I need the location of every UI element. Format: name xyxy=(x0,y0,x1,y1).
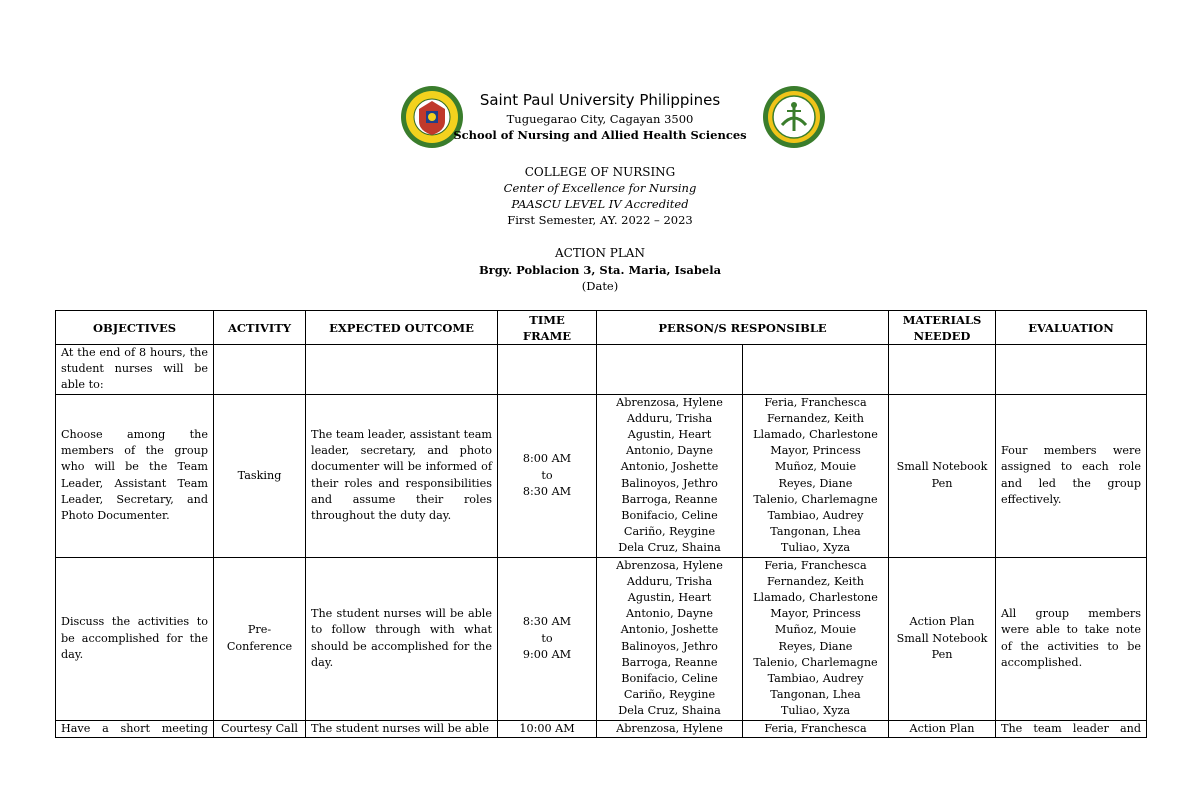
person-name: Reyes, Diane xyxy=(778,476,853,490)
header-expected-outcome: EXPECTED OUTCOME xyxy=(306,311,498,345)
person-name: Tangonan, Lhea xyxy=(770,525,861,539)
activity-line: Pre- xyxy=(247,623,272,637)
outcome-cell: The student nurses will be able to follow through with what should be accomplished for the day. xyxy=(306,557,498,720)
intro-cell: At the end of 8 hours, the student nurses will be able to: xyxy=(56,345,214,395)
empty-cell xyxy=(597,345,743,395)
person-name: Tuliao, Xyza xyxy=(780,704,851,718)
header-evaluation: EVALUATION xyxy=(996,311,1147,345)
person-name: Fernandez, Keith xyxy=(767,574,864,588)
person-name: Adduru, Trisha xyxy=(626,574,713,588)
person-name: Tangonan, Lhea xyxy=(770,688,861,702)
activity-cell xyxy=(214,557,306,720)
table-row xyxy=(56,345,1147,395)
person-name: Cariño, Reygine xyxy=(623,525,716,539)
person-name: Abrenzosa, Hylene xyxy=(616,558,723,572)
time-to: to xyxy=(541,631,553,645)
material-item: Pen xyxy=(931,476,953,490)
person-name: Dela Cruz, Shaina xyxy=(618,704,721,718)
outcome-cell: The team leader, assistant team leader, secretary, and photo documenter will be informed of their roles and responsibilities and assume their roles throughout the duty day. xyxy=(306,394,498,557)
person-name: Antonio, Joshette xyxy=(620,460,719,474)
document-title: ACTION PLAN xyxy=(555,246,645,260)
header-persons-responsible: PERSON/S RESPONSIBLE xyxy=(597,311,889,345)
accreditation-line: PAASCU LEVEL IV Accredited xyxy=(511,197,689,211)
time-end: 8:30 AM xyxy=(522,484,572,498)
time-end: 9:00 AM xyxy=(522,647,572,661)
person-name: Feria, Franchesca xyxy=(764,395,867,409)
university-address: Tuguegarao City, Cagayan 3500 xyxy=(506,112,694,126)
location-line: Brgy. Poblacion 3, Sta. Maria, Isabela xyxy=(478,263,722,277)
person-name: Reyes, Diane xyxy=(778,639,853,653)
empty-cell xyxy=(743,345,889,395)
person-name: Llamado, Charlestone xyxy=(753,591,878,605)
header-materials-needed xyxy=(889,311,996,345)
nursing-seal-icon xyxy=(762,85,826,149)
university-name: Saint Paul University Philippines xyxy=(479,91,721,109)
persons-cell-b: Feria, Franchesca xyxy=(743,720,889,737)
person-name: Tambiao, Audrey xyxy=(767,672,864,686)
person-name: Agustin, Heart xyxy=(627,591,712,605)
persons-cell-a xyxy=(597,394,743,557)
objective-cell: Choose among the members of the group who will be the Team Leader, Assistant Team Leader, Secretary, and Photo Documenter. xyxy=(56,394,214,557)
persons-cell-a xyxy=(597,557,743,720)
semester-line: First Semester, AY. 2022 – 2023 xyxy=(507,213,693,227)
person-name: Mayor, Princess xyxy=(770,444,861,458)
person-name: Balinoyos, Jethro xyxy=(621,476,718,490)
objective-cell: Discuss the activities to be accomplished for the day. xyxy=(56,557,214,720)
header-time-frame xyxy=(498,311,597,345)
header-time-line1: TIME xyxy=(529,312,565,327)
person-name: Antonio, Dayne xyxy=(626,444,713,458)
date-line: (Date) xyxy=(581,279,619,293)
person-name: Barroga, Reanne xyxy=(621,492,718,506)
time-frame-cell xyxy=(498,557,597,720)
header-objectives: OBJECTIVES xyxy=(56,311,214,345)
materials-cell xyxy=(889,557,996,720)
empty-cell xyxy=(498,345,597,395)
time-start: 8:30 AM xyxy=(522,615,572,629)
table-row xyxy=(56,720,1147,737)
outcome-cell: The student nurses will be able xyxy=(306,720,498,737)
empty-cell xyxy=(214,345,306,395)
objective-cell: Have a short meeting xyxy=(56,720,214,737)
time-frame-cell: 10:00 AM xyxy=(498,720,597,737)
person-name: Muñoz, Mouie xyxy=(774,460,857,474)
table-header-row xyxy=(56,311,1147,345)
time-to: to xyxy=(541,468,553,482)
person-name: Dela Cruz, Shaina xyxy=(618,541,721,555)
header-materials-line2: NEEDED xyxy=(913,328,971,343)
material-item: Action Plan xyxy=(909,615,975,629)
person-name: Cariño, Reygine xyxy=(623,688,716,702)
person-name: Adduru, Trisha xyxy=(626,411,713,425)
evaluation-cell: All group members were able to take note of the activities to be accomplished. xyxy=(996,557,1147,720)
evaluation-cell: Four members were assigned to each role and led the group effectively. xyxy=(996,394,1147,557)
empty-cell xyxy=(996,345,1147,395)
material-item: Small Notebook xyxy=(896,631,988,645)
person-name: Antonio, Joshette xyxy=(620,623,719,637)
college-name: COLLEGE OF NURSING xyxy=(524,165,676,179)
person-name: Mayor, Princess xyxy=(770,607,861,621)
materials-cell: Action Plan xyxy=(889,720,996,737)
header-materials-line1: MATERIALS xyxy=(902,312,982,327)
time-frame-cell xyxy=(498,394,597,557)
table-row xyxy=(56,394,1147,557)
person-name: Bonifacio, Celine xyxy=(621,509,718,523)
excellence-line: Center of Excellence for Nursing xyxy=(503,181,697,195)
action-plan-table xyxy=(55,310,1147,738)
person-name: Antonio, Dayne xyxy=(626,607,713,621)
table-row xyxy=(56,557,1147,720)
person-name: Agustin, Heart xyxy=(627,428,712,442)
persons-cell-b xyxy=(743,557,889,720)
person-name: Muñoz, Mouie xyxy=(774,623,857,637)
person-name: Talenio, Charlemagne xyxy=(753,655,878,669)
person-name: Feria, Franchesca xyxy=(764,558,867,572)
person-name: Balinoyos, Jethro xyxy=(621,639,718,653)
person-name: Abrenzosa, Hylene xyxy=(616,395,723,409)
activity-cell: Courtesy Call xyxy=(214,720,306,737)
school-name: School of Nursing and Allied Health Sciences xyxy=(453,128,747,142)
material-item: Pen xyxy=(931,647,953,661)
persons-cell-a: Abrenzosa, Hylene xyxy=(597,720,743,737)
empty-cell xyxy=(306,345,498,395)
material-item: Small Notebook xyxy=(896,460,988,474)
person-name: Bonifacio, Celine xyxy=(621,672,718,686)
header-activity: ACTIVITY xyxy=(214,311,306,345)
empty-cell xyxy=(889,345,996,395)
activity-cell: Tasking xyxy=(214,394,306,557)
header-time-line2: FRAME xyxy=(522,328,572,343)
persons-cell-b xyxy=(743,394,889,557)
person-name: Barroga, Reanne xyxy=(621,655,718,669)
materials-cell xyxy=(889,394,996,557)
time-start: 8:00 AM xyxy=(522,452,572,466)
person-name: Tambiao, Audrey xyxy=(767,509,864,523)
person-name: Fernandez, Keith xyxy=(767,411,864,425)
person-name: Talenio, Charlemagne xyxy=(753,492,878,506)
person-name: Llamado, Charlestone xyxy=(753,428,878,442)
person-name: Tuliao, Xyza xyxy=(780,541,851,555)
evaluation-cell: The team leader and xyxy=(996,720,1147,737)
activity-line: Conference xyxy=(226,639,293,653)
